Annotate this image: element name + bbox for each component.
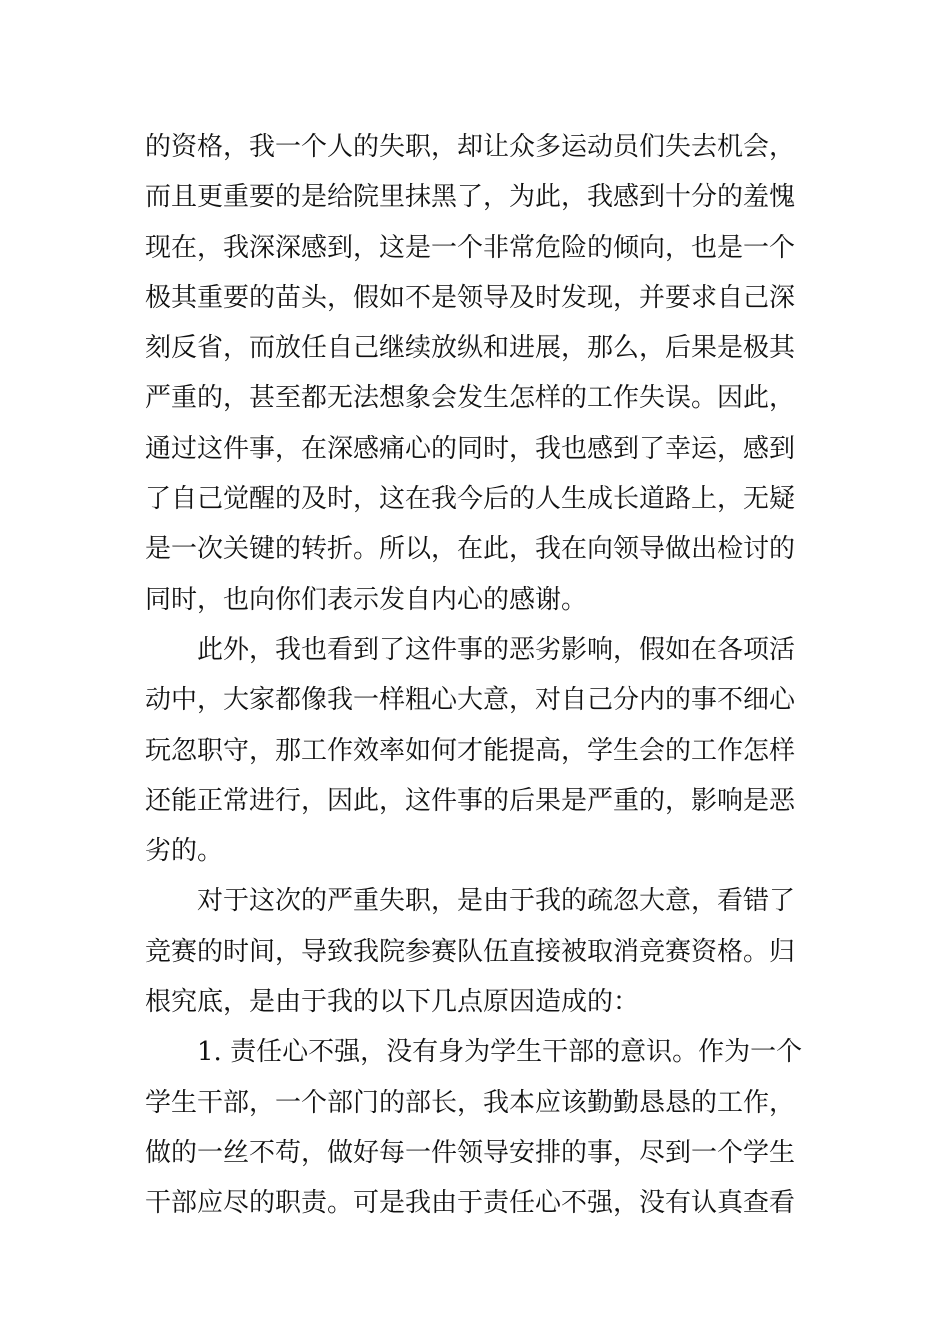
paragraph-first-line: 对于这次的严重失职，是由于我的疏忽大意，看错了 bbox=[197, 886, 796, 917]
text-line: 现在，我深深感到，这是一个非常危险的倾向，也是一个 bbox=[145, 232, 796, 263]
text-line: 动中，大家都像我一样粗心大意，对自己分内的事不细心 bbox=[145, 685, 796, 716]
paragraph-first-line: 此外，我也看到了这件事的恶劣影响，假如在各项活 bbox=[197, 634, 796, 665]
list-item-first-line: 1. 责任心不强，没有身为学生干部的意识。作为一个 bbox=[197, 1037, 803, 1068]
text-line: 通过这件事，在深感痛心的同时，我也感到了幸运，感到 bbox=[145, 433, 796, 464]
text-line: 而且更重要的是给院里抹黑了，为此，我感到十分的羞愧 bbox=[145, 182, 796, 213]
text-line: 严重的，甚至都无法想象会发生怎样的工作失误。因此， bbox=[145, 383, 796, 414]
text-line: 劣的。 bbox=[145, 836, 224, 867]
text-line: 做的一丝不苟，做好每一件领导安排的事，尽到一个学生 bbox=[145, 1137, 796, 1168]
text-line: 学生干部，一个部门的部长，我本应该勤勤恳恳的工作， bbox=[145, 1087, 796, 1118]
body-text bbox=[145, 122, 815, 1229]
text-line: 玩忽职守，那工作效率如何才能提高，学生会的工作怎样 bbox=[145, 735, 796, 766]
text-line: 还能正常进行，因此，这件事的后果是严重的，影响是恶 bbox=[145, 785, 796, 816]
text-line: 干部应尽的职责。可是我由于责任心不强，没有认真查看 bbox=[145, 1188, 796, 1219]
text-line: 竞赛的时间，导致我院参赛队伍直接被取消竞赛资格。归 bbox=[145, 936, 796, 967]
text-line: 极其重要的苗头，假如不是领导及时发现，并要求自己深 bbox=[145, 282, 796, 313]
text-line: 的资格，我一个人的失职，却让众多运动员们失去机会， bbox=[145, 132, 796, 162]
text-line: 同时，也向你们表示发自内心的感谢。 bbox=[145, 584, 588, 615]
text-line: 了自己觉醒的及时，这在我今后的人生成长道路上，无疑 bbox=[145, 484, 796, 515]
text-line: 刻反省，而放任自己继续放纵和进展，那么，后果是极其 bbox=[145, 333, 796, 364]
text-line: 根究底，是由于我的以下几点原因造成的： bbox=[145, 987, 640, 1018]
text-line: 是一次关键的转折。所以，在此，我在向领导做出检讨的 bbox=[145, 534, 796, 565]
